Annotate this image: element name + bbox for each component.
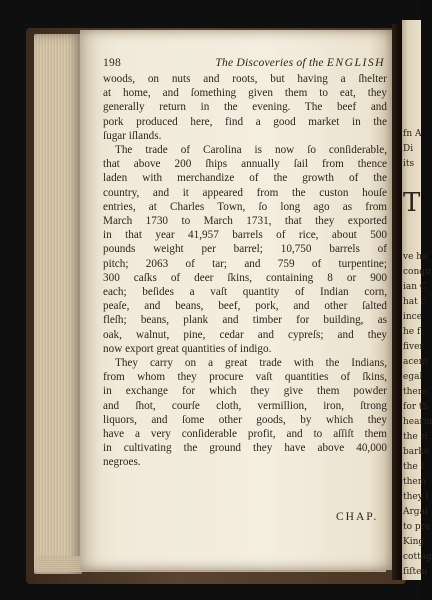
right-page-fragment: they l [403,492,429,502]
right-page-fragment: egal [403,372,423,382]
text-line: pounds weight per barrel; 10,750 barrels of [103,243,387,256]
running-title [215,56,385,69]
text-line: and ſhot, courſe cloth, vermillion, iron, ſtrong [103,399,387,412]
text-line: now export great quantities of indigo. [103,342,272,355]
text-line: oak, walnut, pine, cedar and cypreſs; and they [103,328,387,341]
text-line: in exchange for which they give them powder [103,385,387,398]
right-page-fragment: ſiſten [403,567,428,577]
book-gutter [392,24,402,580]
text-line: that above 200 ſhips annually ſail from thence [103,158,387,171]
text-line: entries, at Charles Town, ſo long ago as from [103,200,387,213]
right-page-fragment: he f [403,327,421,337]
page-edges [34,34,82,574]
right-page-fragment: them [403,477,427,487]
text-line: woods, on nuts and roots, but having a ſhelter [103,73,387,85]
text-line: March 1730 to March 1731, that they exported [103,215,387,228]
text-line: liquors, and ſome other goods, by which they [103,413,387,426]
right-page-fragment: hearin [403,417,432,427]
right-page-fragment: ince [403,312,423,322]
catchword: CHAP. [336,511,379,523]
text-line: The trade of Carolina is now ſo conſiderable, [115,144,387,157]
right-page-fragment: Di [403,144,414,154]
text-line: have a very conſiderable profit, and to aſſiſt them [103,428,387,441]
text-line: pitch; 2063 of tar; and 759 of turpentine; [103,257,387,270]
text-line: in that year 41,957 barrels of rice, about 500 [103,229,387,242]
text-line: generally return in the evening. The beef and [103,101,387,114]
running-header [103,56,385,69]
right-page-fragment: cottag [403,552,432,562]
text-line: laden with merchandize of the growth of the [103,172,387,185]
right-page-fragment: ian C [403,282,427,292]
page-number: 198 [103,56,121,69]
right-page-fragment: Argal [403,507,428,517]
right-page-fragment: the ſ [403,462,424,472]
right-page [402,20,432,580]
right-page-fragment: its [403,159,415,169]
text-line: 300 caſks of deer ſkins, containing 8 or 900 [103,271,387,284]
right-page-fragment: for th [403,402,429,412]
text-line: pork produced here, find a good market in the [103,115,387,128]
right-page-fragment: fn A [403,129,422,139]
right-page-fragment: ve ha [403,252,428,262]
running-title-caps: ENGLISH [326,56,385,69]
text-line: at home, and ſomething given them to eat, they [103,87,387,100]
text-line: They carry on a great trade with the Indians, [115,357,387,370]
right-page-fragment: hat c [403,297,426,307]
right-page-fragment: conqu [403,267,431,277]
right-page-fragment: King [403,537,425,547]
right-page-fragment: to pre [403,522,431,532]
right-page-fragment: the ri [403,432,428,442]
right-page-fragment: fiver [403,342,424,352]
text-line: peaſe, and beans, beef, pork, and other ſalted [103,300,387,313]
text-line: in cultivating the ground they have above 40,000 [103,442,387,455]
running-title-italic: The Discoveries of the [215,56,324,69]
right-page-fragment: T [403,188,421,218]
text-line: negroes. [103,456,141,469]
right-page-fragment: barke [403,447,430,457]
page-body-text [103,72,387,470]
text-line: ſugar iſlands. [103,129,162,142]
text-line: each; beſides a vaſt quantity of Indian corn, [103,286,387,299]
text-line: fleſh; beans, plank and timber for building, as [103,314,387,327]
right-page-fragment: there. [403,387,431,397]
text-line: country, and it appeared from the custon houſe [103,186,387,199]
right-page-fragment: acent [403,357,429,367]
text-line: from whom they procure vaſt quantities of ſkins, [103,371,387,384]
